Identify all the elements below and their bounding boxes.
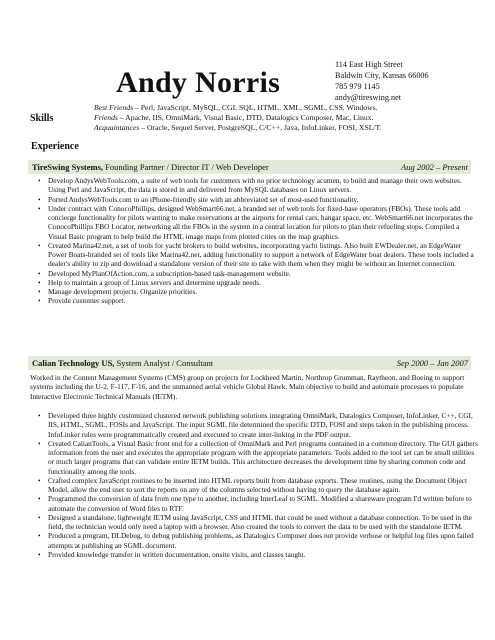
job-bullets xyxy=(30,411,478,559)
job-intro: Worked in the Content Management Systems (CMS) group on projects for Lockheed Martin, Northrop Grumman, Raytheon, and Boeing to support systems including the U-2, F-117, F-16, and the unmanned aerial vehicle Global Hawk. Main objective to build and automate processes to populate Interactive Electronic Technical Manuals (IETM). xyxy=(30,373,465,401)
skills-line xyxy=(94,123,494,133)
skills-line xyxy=(94,113,494,123)
job-org xyxy=(32,356,213,370)
list-item: • Developed three highly customized clustered network publishing solutions integrating OmniMark, Datalogics Composer, InfoLinker, C++, CGI, IIS, HTML, SGML, FOSIs and JavaScript. The input SGML file determined the specific DTD, FOSI and steps taken in the publishing process. InfoLinker rules were programmatically created and executed to create inter-linking in the PDF output. xyxy=(30,411,478,439)
list-item: • Crafted complex JavaScript routines to be inserted into HTML reports built from database exports. These routines, using the Document Object Model, allow the end user to sort the reports on any of the columns selected without having to query the database again. xyxy=(30,476,478,495)
address-street: 114 East High Street xyxy=(335,60,403,69)
job-header xyxy=(28,160,471,174)
address-email: andy@tireswing.net xyxy=(335,93,401,102)
list-item: • Produced a program, DLDebug, to debug publishing problems, as Datalogics Composer does not provide verbose or helpful log files upon failed attempts at publishing an SGML document. xyxy=(30,531,478,550)
job-role: System Analyst / Consultant xyxy=(114,358,214,368)
skills-items: – Oracle, Sequel Server, PostgreSQL, C/C++, Java, InfoLinker, FOSI, XSL/T. xyxy=(139,123,382,132)
address-city: Baldwin City, Kansas 66006 xyxy=(335,71,429,80)
list-item: • Created CalianTools, a Visual Basic front end for a collection of OmniMark and Perl programs contained in a common directory. The GUI gathers information from the user and executes the appropriate program with the appropriate parameters. Tools added to the tool set can be small utilities or much larger programs that can validate entire IETM builds. This architecture decreases the development time by sharing common code and functionality among the tools. xyxy=(30,439,478,476)
contact-address xyxy=(335,59,429,103)
skills-line xyxy=(94,103,494,113)
job-org xyxy=(32,160,269,174)
skills-list xyxy=(94,103,494,133)
job-header xyxy=(28,356,471,370)
skills-category: Friends xyxy=(94,113,118,122)
list-item: • Developed MyPlanOfAction.com, a subscription-based task-management website. xyxy=(30,269,478,278)
skills-items: – Apache, IIS, OmniMark, Visual Basic, DTD, Datalogics Composer, Mac, Linux. xyxy=(117,113,374,122)
list-item: • Manage development projects. Organize priorities. xyxy=(30,287,478,296)
list-item: • Provided knowledge transfer in written documentation, onsite visits, and classes taught. xyxy=(30,550,478,559)
experience-heading: Experience xyxy=(31,141,79,152)
job-company: TireSwing Systems, xyxy=(32,162,104,172)
job-bullets xyxy=(30,176,478,306)
job-dates: Aug 2002 – Present xyxy=(401,162,468,172)
list-item: • Under contract with ConocoPhillips, designed WebSmart66.net, a branded set of web tools for fixed-base operators (FBOs). These tools add concierge functionality for pilots wanting to make reservations at the airports for rental cars, hangar space, etc. WebSmart66.net incorporates the ConocoPhillips FBO Locator, networking all the FBOs in the system in a central location for pilots to plan their refueling stops. Compiled a Visual Basic program to help build the HTML image maps from plotted cities on the map graphics. xyxy=(30,204,478,241)
job-company: Calian Technology US, xyxy=(32,358,115,368)
skills-heading: Skills xyxy=(30,113,54,124)
candidate-name: Andy Norris xyxy=(116,66,281,99)
job-dates: Sep 2000 – Jan 2007 xyxy=(396,358,468,368)
list-item: • Develop AndysWebTools.com, a suite of web tools for customers with no prior technology acumen, to build and manage their own websites. Using Perl and JavaScript, the data is stored in and delivered from MySQL databases on Linux servers. xyxy=(30,176,478,195)
list-item: • Help to maintain a group of Linux servers and determine upgrade needs. xyxy=(30,278,478,287)
list-item: • Created Marina42.net, a set of tools for yacht brokers to build websites, incorporating yacht listings. Also built EWDealer.net, an EdgeWater Power Boats-branded set of tools like Marina42.net, adding functionality to support a network of EdgeWater boat dealers. These tools included a dealer's ability to zip and download a standalone version of their site to take with them when they might be without an Internet connection. xyxy=(30,241,478,269)
list-item: • Programmed the conversion of data from one type to another, including InterLeaf to SGML. Modified a shareware program I'd written before to automate the conversion of Word files to RTF. xyxy=(30,494,478,513)
skills-category: Acquaintances xyxy=(94,123,140,132)
list-item: • Provide customer support. xyxy=(30,296,478,305)
address-phone: 785 979 1145 xyxy=(335,82,380,91)
skills-category: Best Friends xyxy=(94,103,134,112)
list-item: • Ported AndysWebTools.com to an iPhone-friendly site with an abbreviated set of most-used functionality. xyxy=(30,195,478,204)
skills-items: – Perl, JavaScript, MySQL, CGI, SQL, HTML, XML, SGML, CSS, Windows. xyxy=(133,103,378,112)
job-role: Founding Partner / Director IT / Web Developer xyxy=(103,162,269,172)
list-item: • Designed a standalone, lightweight IETM using JavaScript, CSS and HTML that could be used without a database connection. To be used in the field, the technician would only need a laptop with a browser. Also created the tools to convert the data to be used with the standalone IETM. xyxy=(30,513,478,532)
